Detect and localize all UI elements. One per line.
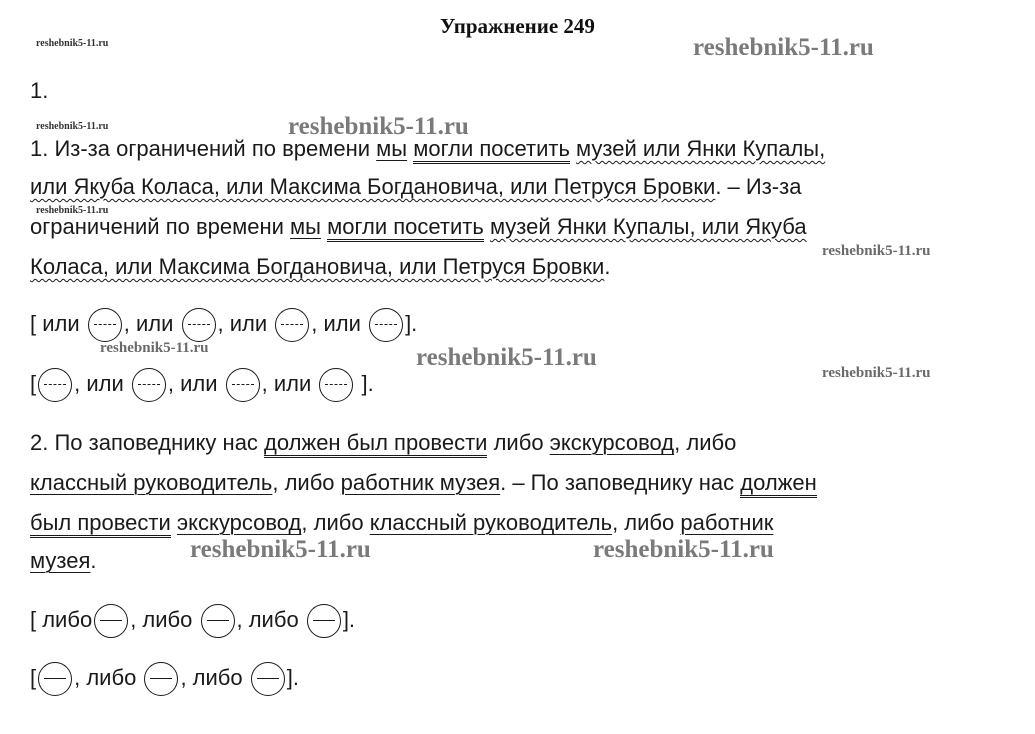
task2-line-4 [30, 546, 97, 576]
subject: мы [376, 136, 408, 161]
subject: экскурсовод [549, 430, 675, 455]
text: 2. По заповеднику нас [30, 430, 265, 455]
text: 1. Из-за ограничений по времени [30, 136, 377, 161]
homogeneous-member-circle [319, 368, 353, 402]
task1-line-1 [30, 134, 825, 164]
task1-line-3 [30, 212, 807, 242]
scheme-text: ]. [355, 370, 374, 396]
homogeneous-member-circle [201, 604, 235, 638]
homogeneous-member-circle [369, 308, 403, 342]
object: Коласа, или Максима Богдановича, или Петруся Бровки [30, 254, 605, 279]
watermark-big: reshebnik5-11.ru [416, 344, 597, 371]
scheme-text: ]. [405, 310, 418, 336]
scheme-text: , или [74, 370, 124, 396]
subject: мы [290, 214, 321, 239]
watermark-mid: reshebnik5-11.ru [100, 340, 209, 356]
text: , либо [301, 510, 370, 535]
predicate: должен был провести [264, 430, 487, 458]
scheme-1a [30, 308, 417, 342]
homogeneous-member-circle [182, 308, 216, 342]
scheme-text: [ [30, 370, 37, 396]
homogeneous-member-circle [132, 368, 166, 402]
scheme-2a [30, 604, 355, 638]
subject: работник музея [340, 470, 501, 495]
object: музей или Янки Купалы, [576, 136, 826, 161]
scheme-text: , или [311, 310, 361, 336]
scheme-text: , либо [74, 664, 137, 690]
text: , либо [674, 430, 737, 455]
homogeneous-member-circle [251, 662, 285, 696]
text: . – По заповеднику нас [500, 470, 741, 495]
subject: классный руководитель [30, 470, 273, 495]
watermark-small: reshebnik5-11.ru [36, 205, 109, 216]
homogeneous-member-circle [144, 662, 178, 696]
scheme-text: , или [217, 310, 268, 336]
scheme-text: , либо [130, 606, 193, 632]
task2-line-3 [30, 508, 773, 538]
task2-line-1 [30, 428, 736, 458]
task1-line-2 [30, 172, 801, 202]
task2-line-2 [30, 468, 817, 498]
text: . [604, 254, 611, 279]
text: . – Из-за [715, 174, 802, 199]
scheme-2b [30, 662, 299, 696]
scheme-text: [ [30, 664, 37, 690]
predicate: должен [740, 470, 817, 498]
predicate: могли посетить [327, 214, 484, 242]
scheme-1b [30, 368, 374, 402]
scheme-text: , либо [180, 664, 243, 690]
text: , либо [612, 510, 681, 535]
scheme-text: ]. [342, 606, 356, 632]
text: , либо [272, 470, 341, 495]
watermark-big: reshebnik5-11.ru [190, 536, 371, 563]
text: . [90, 548, 97, 573]
subject: классный руководитель [369, 510, 613, 535]
text: либо [487, 430, 550, 455]
homogeneous-member-circle [38, 368, 72, 402]
watermark-big: reshebnik5-11.ru [288, 113, 469, 140]
page-title: Упражнение 249 [440, 14, 595, 38]
object: музей Янки Купалы, или Якуба [489, 214, 807, 239]
scheme-text: ]. [286, 664, 299, 690]
watermark-big: reshebnik5-11.ru [693, 34, 874, 61]
homogeneous-member-circle [275, 308, 309, 342]
object: или Якуба Коласа, или Максима Богдановича, или Петруся Бровки [30, 174, 716, 199]
predicate: был провести [30, 510, 171, 538]
scheme-text: , или [123, 310, 174, 336]
subject: работник [680, 510, 774, 535]
homogeneous-member-circle [38, 662, 72, 696]
homogeneous-member-circle [226, 368, 260, 402]
watermark-big: reshebnik5-11.ru [593, 536, 774, 563]
scheme-text: , или [261, 370, 312, 396]
scheme-text: [ или [30, 310, 80, 336]
homogeneous-member-circle [94, 604, 128, 638]
predicate: могли посетить [413, 136, 570, 164]
homogeneous-member-circle [88, 308, 122, 342]
watermark-mid: reshebnik5-11.ru [822, 365, 931, 381]
watermark-small: reshebnik5-11.ru [36, 38, 109, 49]
scheme-text: , либо [236, 606, 299, 632]
watermark-mid: reshebnik5-11.ru [822, 243, 931, 259]
text: ограничений по времени [30, 214, 291, 239]
section-number: 1. [30, 78, 49, 103]
subject: экскурсовод [176, 510, 302, 535]
task1-line-4 [30, 252, 610, 282]
scheme-text: [ либо [30, 606, 93, 632]
subject: музея [30, 548, 91, 573]
homogeneous-member-circle [307, 604, 341, 638]
watermark-small: reshebnik5-11.ru [36, 121, 109, 132]
scheme-text: , или [167, 370, 218, 396]
